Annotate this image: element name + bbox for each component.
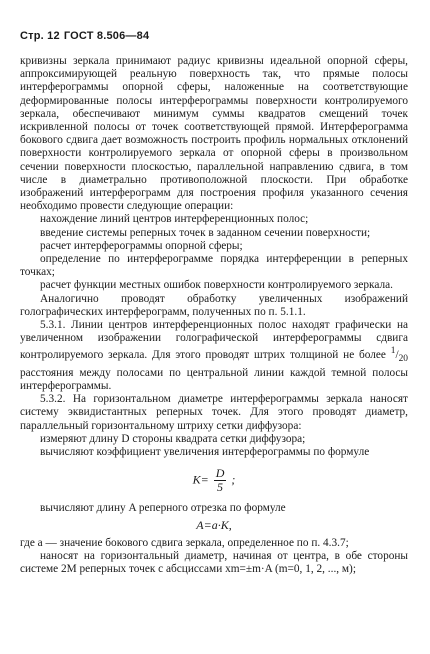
paragraph: Аналогично проводят обработку увеличенных изображений голографических интерферограмм, полученных по п. 5.1.1.	[20, 292, 408, 318]
paragraph: где a — значение бокового сдвига зеркала, определенное по п. 4.3.7;	[20, 536, 349, 549]
paragraph: вычисляют коэффициент увеличения интерферограммы по формуле	[40, 445, 370, 458]
fraction-denominator: 20	[398, 354, 408, 365]
document-body	[20, 55, 408, 576]
paragraph: вычисляют длину A реперного отрезка по формуле	[40, 502, 286, 515]
paragraph: расчет функции местных ошибок поверхности контролируемого зеркала.	[40, 279, 393, 292]
paragraph: определение по интерферограмме порядка интерференции в реперных точках;	[20, 253, 408, 279]
formula-magnification: K= $\frac{D}{5}$ ;	[192, 466, 236, 495]
paragraph: кривизны зеркала принимают радиус кривизны идеальной опорной сферы, аппроксимирующей реальную поверхность так, что прямые полосы интерферограммы опорной сферы, наложенные на соответствующие деформированные полосы интерферограммы поверхности контролируемого зеркала, обеспечивают минимум суммы квадратов смещений точек искривленной полосы от точек соответствующей прямой. Интерферограмма бокового сдвига дает возможность построить профиль нормальных отклонений поверхности контролируемого зеркала от опорной сферы в произвольном сечении поверхности плоскостью, параллельной направлению сдвига, в том числе в диаметрально противоположной плоскости. При обработке изображений интерферограмм для построения профиля указанного сечения необходимо провести следующие операции:	[20, 55, 408, 213]
formula-fraction: $\frac{D}{5}$	[215, 466, 225, 495]
paragraph-5-3-2: 5.3.2. На горизонтальном диаметре интерферограммы зеркала наносят систему эквидистантных реперных точек. Для этого проводят диаметр, параллельный горизонтальному штриху сетки диффузора:	[20, 393, 408, 432]
page-header	[20, 30, 149, 42]
paragraph: расчет интерферограммы опорной сферы;	[40, 239, 243, 252]
page-number: Стр. 12	[20, 30, 60, 42]
paragraph: введение системы реперных точек в заданном сечении поверхности;	[40, 226, 371, 239]
paragraph: нахождение линий центров интерференционных полос;	[40, 213, 309, 226]
standard-code: ГОСТ 8.506—84	[63, 30, 150, 42]
formula-reference-length: A=a·K,	[196, 518, 232, 533]
paragraph: наносят на горизонтальный диаметр, начиная от центра, в обе стороны системе 2M реперных точек с абсциссами xm=±m·A (m=0, 1, 2, ..., м);	[20, 549, 408, 575]
fraction-numerator: 1	[390, 346, 396, 357]
paragraph: измеряют длину D стороны квадрата сетки диффузора;	[40, 432, 306, 445]
paragraph-5-3-1: 5.3.1. Линии центров интерференционных полос находят графически на увеличенном изображении голографической интерферограммы сдвига контролируемого зеркала. Для этого проводят штрих толщиной не более $^1/_{20}$ расстояния между полосами по центральной линии каждой темной полосы интерферограммы.	[20, 319, 408, 392]
